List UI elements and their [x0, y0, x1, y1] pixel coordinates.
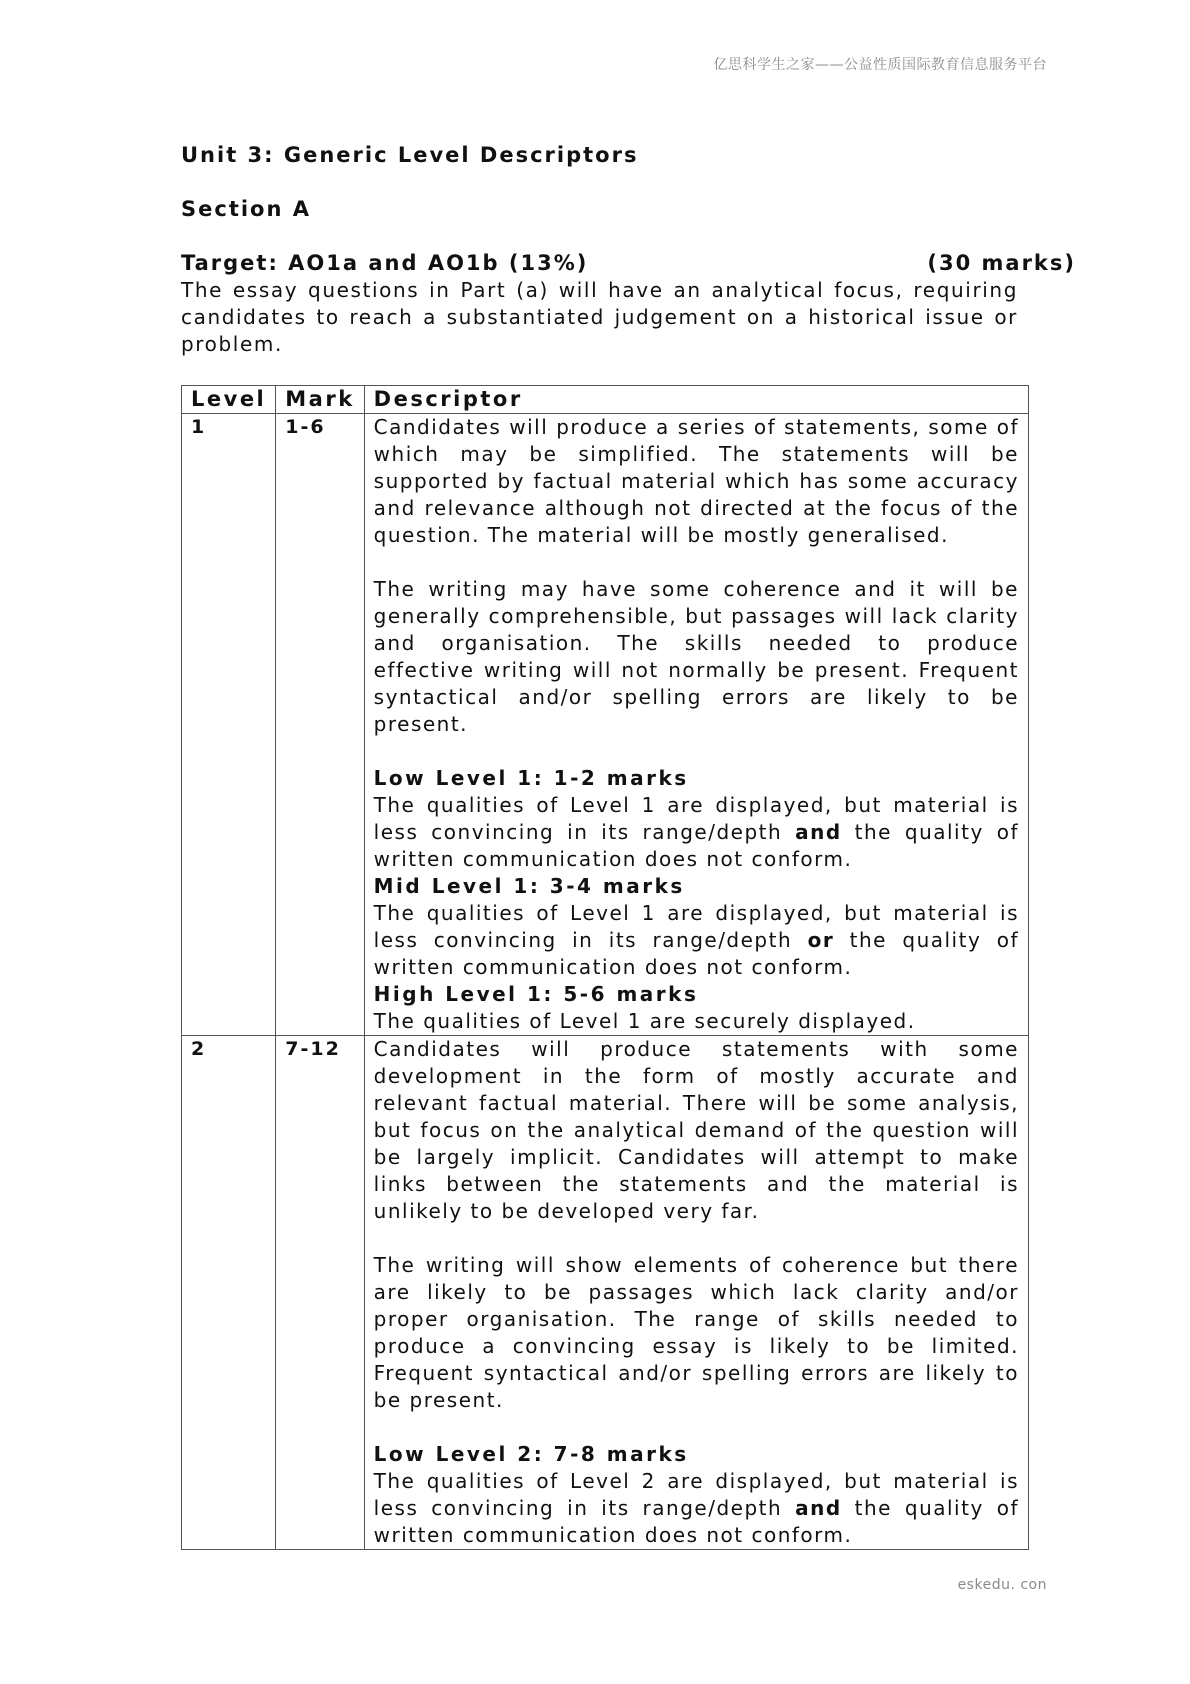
sublevel-title: High Level 1: 5-6 marks — [373, 982, 699, 1006]
header-mark: Mark — [276, 386, 364, 414]
sublevel-text: The qualities of Level 1 are securely displayed. — [373, 1009, 916, 1033]
table-header-row — [182, 386, 1029, 414]
header-descriptor: Descriptor — [364, 386, 1028, 414]
sublevel-title: Mid Level 1: 3-4 marks — [373, 874, 685, 898]
descriptor-paragraph: Candidates will produce a series of statements, some of which may be simplified. The statements will be supported by factual material which has some accuracy and relevance although not directed at the focus of the question. The material will be mostly generalised. — [373, 415, 1019, 547]
sublevel-title: Low Level 1: 1-2 marks — [373, 766, 689, 790]
target-marks: (30 marks) — [927, 251, 1076, 275]
sublevel-title: Low Level 2: 7-8 marks — [373, 1442, 689, 1466]
intro-paragraph: The essay questions in Part (a) will have an analytical focus, requiring candidates to reach a substantiated judgement on a historical issue or problem. — [181, 278, 1018, 356]
descriptor-paragraph: The writing may have some coherence and it will be generally comprehensible, but passages will lack clarity and organisation. The skills needed to produce effective writing will not normally be present. Frequent syntactical and/or spelling errors are likely to be present. — [373, 577, 1019, 736]
unit-title: Unit 3: Generic Level Descriptors — [181, 143, 639, 167]
header-site-note: 亿思科学生之家——公益性质国际教育信息服务平台 — [713, 57, 1047, 73]
mark-cell: 1-6 — [276, 414, 364, 1036]
sublevel-text: The qualities of Level 1 are displayed, but material is less convincing in its range/depth or the quality of written communication does not conform. — [373, 901, 1019, 979]
table-row — [182, 1036, 1029, 1550]
sublevel-text: The qualities of Level 2 are displayed, but material is less convincing in its range/depth and the quality of written communication does not conform. — [373, 1469, 1020, 1547]
descriptor-paragraph: Candidates will produce statements with some development in the form of mostly accurate and relevant factual material. There will be some analysis, but focus on the analytical demand of the question will be largely implicit. Candidates will attempt to make links between the statements and the material is unlikely to be developed very far. — [373, 1037, 1019, 1223]
target-label: Target: AO1a and AO1b (13%) — [181, 251, 589, 275]
sublevel-text: The qualities of Level 1 are displayed, but material is less convincing in its range/depth and the quality of written communication does not conform. — [373, 793, 1020, 871]
level-cell: 1 — [182, 414, 276, 1036]
level-cell: 2 — [182, 1036, 276, 1550]
header-level: Level — [182, 386, 276, 414]
table-row — [182, 414, 1029, 1036]
level-descriptor-table — [181, 385, 1029, 1550]
target-row — [181, 250, 1076, 277]
mark-cell: 7-12 — [276, 1036, 364, 1550]
document-body — [181, 142, 1076, 1550]
footer-site-url: eskedu. con — [957, 1577, 1047, 1593]
descriptor-cell — [364, 1036, 1028, 1550]
descriptor-paragraph: The writing will show elements of coherence but there are likely to be passages which lack clarity and/or proper organisation. The range of skills needed to produce a convincing essay is likely to be limited. Frequent syntactical and/or spelling errors are likely to be present. — [373, 1253, 1019, 1412]
descriptor-cell — [364, 414, 1028, 1036]
section-title: Section A — [181, 197, 311, 221]
